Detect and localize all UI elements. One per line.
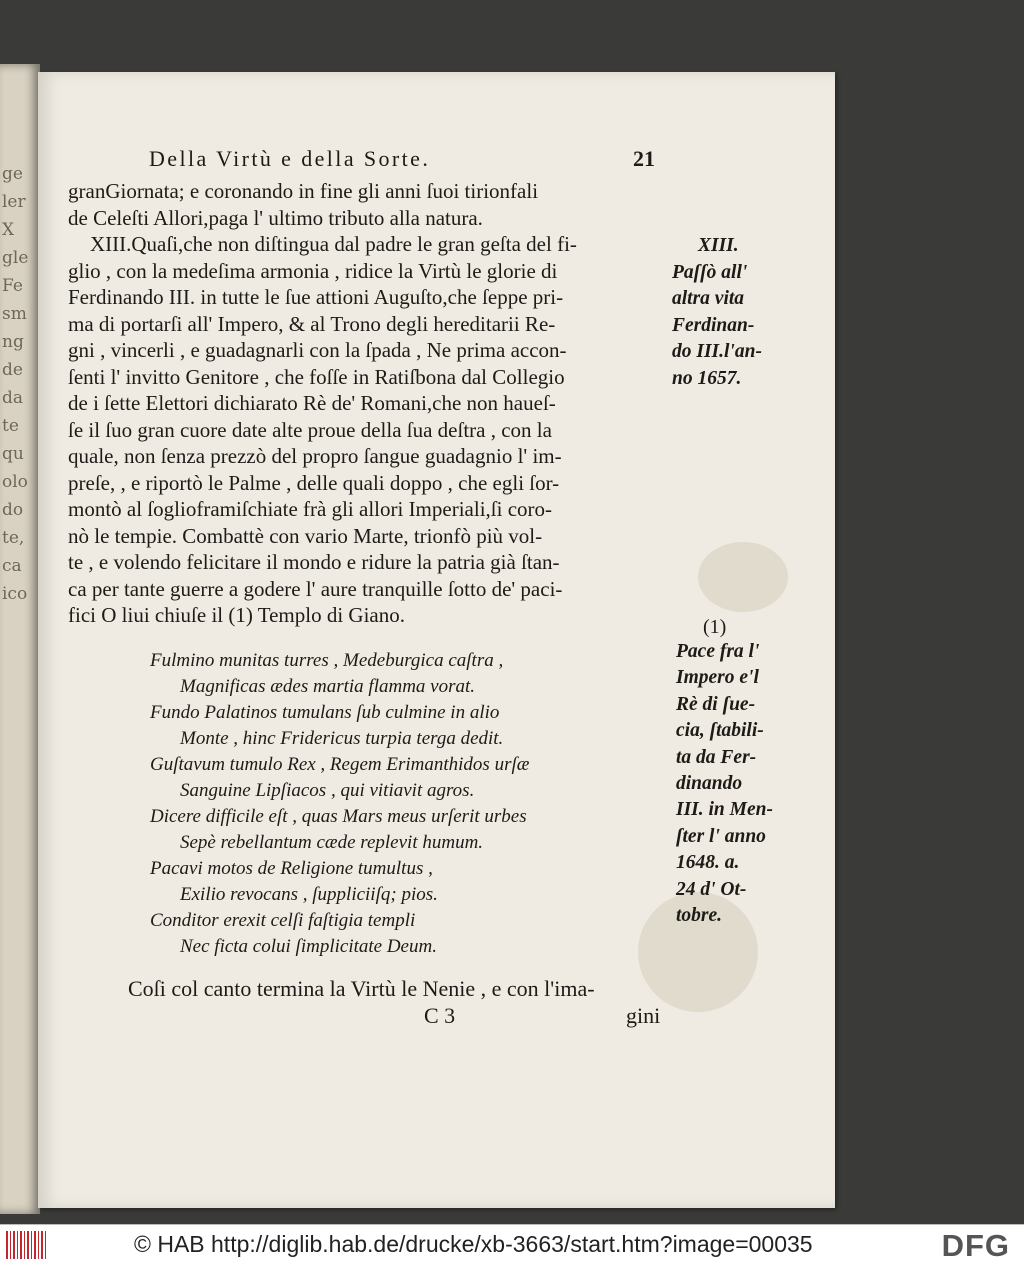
signature-mark: C 3 [424,1003,456,1028]
margin-note-number: (1) [703,616,727,638]
margin-note-line: 1648. a. [676,852,740,874]
facing-page-fragment: olo [2,472,28,492]
barcode-icon [6,1231,48,1259]
verse-line: Monte , hinc Fridericus turpia terga dedit. [180,728,504,749]
facing-page-fragment: ler [2,192,26,212]
facing-page-fragment: X [2,220,15,240]
body-line: XIII.Quaſi,che non diſtingua dal padre le gran geſta del fi- [90,232,577,256]
page-number: 21 [633,146,655,171]
body-line: de i ſette Elettori dichiarato Rè de' Romani,che non haueſ- [68,391,556,415]
book-page [38,72,835,1208]
facing-page-fragment: gle [2,248,29,268]
verse-line: Pacavi motos de Religione tumultus , [150,858,433,879]
footer-bar [0,1224,1024,1265]
facing-page-edge [0,64,40,1214]
body-line: fici O liui chiuſe il (1) Templo di Giano. [68,603,405,627]
margin-note-line: 24 d' Ot- [676,878,747,900]
body-line: preſe, , e riportò le Palme , delle quali doppo , che egli ſor- [68,470,560,495]
margin-note-line: Impero e'l [676,667,759,689]
margin-note-line: altra vita [672,288,745,309]
paper-stain [698,542,788,612]
body-line: ſenti l' invitto Genitore , che foſſe in Ratiſbona dal Collegio [68,364,565,389]
verse-line: Nec ficta colui ſimplicitate Deum. [180,936,437,957]
verse-line: Exilio revocans , ſuppliciiſq; pios. [180,884,438,905]
facing-page-fragment: Fe [2,276,23,296]
verse-line: Conditor erexit celſi faſtigia templi [150,910,416,931]
body-line: ca per tante guerre a godere l' aure tranquille ſotto de' paci- [68,576,563,601]
facing-page-fragment: ng [2,332,24,352]
margin-note-line: Pace fra l' [676,641,760,662]
body-line: de Celeſti Allori,paga l' ultimo tributo alla natura. [68,205,483,230]
facing-page-fragment: te [2,416,19,436]
facing-page-fragment: ico [2,584,28,604]
body-line: gni , vincerli , e guadagnarli con la ſpada , Ne prima accon- [68,338,567,362]
catchword: gini [626,1003,661,1028]
margin-note-line: dinando [676,773,743,794]
verse-line: Fulmino munitas turres , Medeburgica caſtra , [150,650,504,671]
verse-line: Guſtavum tumulo Rex , Regem Erimanthidos urſæ [150,754,530,775]
margin-note-line: Rè di ſue- [676,693,756,715]
facing-page-fragment: ge [2,164,23,184]
margin-note-line: do III.l'an- [672,341,762,362]
facing-page-fragment: ca [2,556,22,576]
dfg-logo: DFG [941,1228,1010,1263]
margin-note-line: no 1657. [672,367,742,389]
verse-line: Sepè rebellantum cæde replevit humum. [180,832,484,853]
body-line: granGiornata; e coronando in fine gli anni ſuoi tirionfali [68,179,539,203]
margin-note-line: cia, ſtabili- [676,720,764,742]
body-line: ſe il ſuo gran cuore date alte proue della ſua deſtra , con la [68,417,552,442]
verse-line: Magnificas ædes martia flamma vorat. [180,676,476,697]
margin-note-line: III. in Men- [676,799,773,821]
verse-line: Fundo Palatinos tumulans ſub culmine in alio [150,702,500,723]
verse-line: Sanguine Lipſiacos , qui vitiavit agros. [180,780,475,801]
facing-page-fragment: te, [2,528,25,548]
verse-line: Dicere difficile eſt , quas Mars meus urſerit urbes [150,806,527,827]
facing-page-fragment: qu [2,444,24,464]
margin-note-line: tobre. [676,905,723,926]
margin-note-line: ſter l' anno [676,825,766,847]
body-line: te , e volendo felicitare il mondo e ridure la patria già ſtan- [68,550,560,574]
margin-note-line: Ferdinan- [672,314,755,336]
body-line: nò le tempie. Combattè con vario Marte, trionfò più vol- [68,523,543,548]
body-line: ma di portarſi all' Impero, & al Trono degli hereditarii Re- [68,311,556,336]
facing-page-fragment: do [2,500,24,520]
body-line: montò al ſoglioframiſchiate frà gli allori Imperiali,ſi coro- [68,497,553,521]
body-line: Ferdinando III. in tutte le ſue attioni Auguſto,che ſeppe pri- [68,285,564,309]
margin-note-line: ta da Fer- [676,746,757,768]
body-line: quale, non ſenza prezzò del propro ſangue guadagnio l' im- [68,444,562,468]
body-line: glio , con la medeſima armonia , ridice la Virtù le glorie di [68,258,558,283]
copyright-link[interactable]: © HAB http://diglib.hab.de/drucke/xb-3663/start.htm?image=00035 [134,1231,813,1257]
facing-page-fragment: da [2,388,24,408]
running-header: Della Virtù e della Sorte. [149,146,431,171]
margin-note-line: Paſſò all' [672,261,748,283]
margin-note-line: XIII. [698,235,739,256]
closing-line: Coſi col canto termina la Virtù le Nenie , e con l'ima- [128,976,595,1001]
facing-page-fragment: sm [2,304,27,324]
facing-page-fragment: de [2,360,23,380]
